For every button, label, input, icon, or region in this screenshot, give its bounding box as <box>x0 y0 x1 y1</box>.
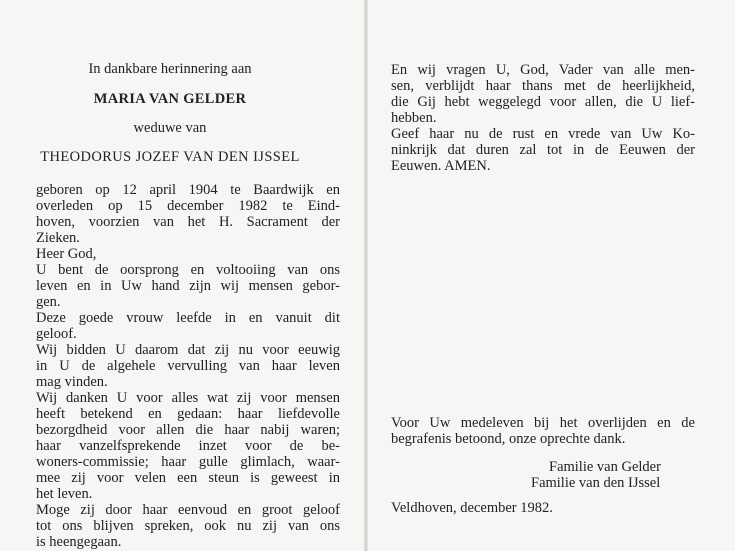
prayer-line: hebben. <box>391 110 437 126</box>
prayer-line: Geef haar nu de rust en vrede van Uw Ko- <box>391 126 695 142</box>
prayer-line: leven en in Uw hand zijn wij mensen gebor- <box>36 278 340 294</box>
family-signature: Familie van den IJssel <box>531 475 661 491</box>
right-page <box>368 0 735 551</box>
prayer-line: is heengegaan. <box>36 534 122 550</box>
thanks-line: begrafenis betoond, onze oprechte dank. <box>391 431 626 447</box>
prayer-line: Eeuwen. AMEN. <box>391 158 491 174</box>
prayer-line: Deze goede vrouw leefde in en vanuit dit <box>36 310 340 326</box>
prayer-line: sen, verblijdt haar thans met de heerlijkheid, <box>391 78 695 94</box>
prayer-line: Wij bidden U daarom dat zij nu voor eeuwig <box>36 342 340 358</box>
prayer-line: U bent de oorsprong en voltooiing van ons <box>36 262 340 278</box>
place-date: Veldhoven, december 1982. <box>391 500 553 516</box>
heading: In dankbare herinnering aan <box>88 61 252 77</box>
prayer-line: haar vanzelfsprekende inzet voor de be- <box>36 438 340 454</box>
prayer-line: in U de algehele vervulling van haar leven <box>36 358 340 374</box>
thanks-line: Voor Uw medeleven bij het overlijden en de <box>391 415 695 431</box>
left-page <box>0 0 367 551</box>
spouse-name: THEODORUS JOZEF VAN DEN IJSSEL <box>40 149 300 165</box>
family-signature: Familie van Gelder <box>549 459 661 475</box>
prayer-line: woners-commissie; haar gulle glimlach, waar- <box>36 454 340 470</box>
prayer-line: die Gij hebt weggelegd voor allen, die U lief- <box>391 94 695 110</box>
prayer-line: ninkrijk dat duren zal tot in de Eeuwen der <box>391 142 695 158</box>
prayer-line: Heer God, <box>36 246 97 262</box>
bio-line: geboren op 12 april 1904 te Baardwijk en <box>36 182 340 198</box>
bio-line: overleden op 15 december 1982 te Eind- <box>36 198 340 214</box>
bio-line: Zieken. <box>36 230 80 246</box>
prayer-line: gen. <box>36 294 61 310</box>
deceased-name: MARIA VAN GELDER <box>93 91 247 107</box>
prayer-line: het leven. <box>36 486 93 502</box>
prayer-line: En wij vragen U, God, Vader van alle men- <box>391 62 695 78</box>
prayer-line: geloof. <box>36 326 77 342</box>
prayer-line: Wij danken U voor alles wat zij voor mensen <box>36 390 340 406</box>
prayer-line: mag vinden. <box>36 374 108 390</box>
prayer-line: heeft betekend en gedaan: haar liefdevolle <box>36 406 340 422</box>
bio-line: hoven, voorzien van het H. Sacrament der <box>36 214 340 230</box>
relation: weduwe van <box>133 120 207 136</box>
prayer-line: Moge zij door haar eenvoud en groot geloof <box>36 502 340 518</box>
prayer-line: mee zij voor velen een steun is geweest in <box>36 470 340 486</box>
prayer-line: tot ons blijven spreken, ook nu zij van ons <box>36 518 340 534</box>
prayer-line: bezorgdheid voor allen die haar nabij waren; <box>36 422 340 438</box>
